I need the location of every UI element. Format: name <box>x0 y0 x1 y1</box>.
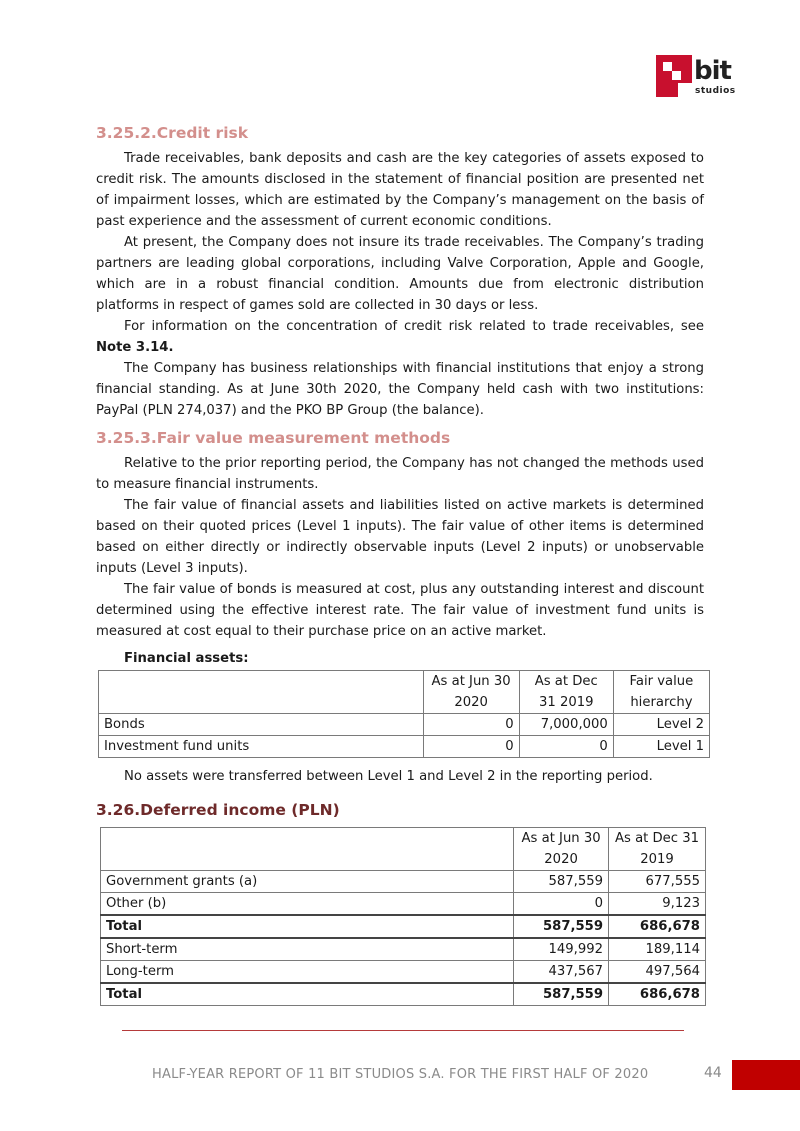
table-header-row <box>99 671 710 714</box>
table-cell: 497,564 <box>609 961 706 984</box>
table-cell: Short-term <box>101 938 514 961</box>
note-reference: Note 3.14. <box>96 340 174 355</box>
fair-value-paragraph-3: The fair value of bonds is measured at cost, plus any outstanding interest and discount determined using the effective interest rate. The fair value of investment fund units is measured at cost equal to their purchase price on an active market. <box>96 582 704 639</box>
table-cell: 0 <box>519 736 613 758</box>
page-number: 44 <box>704 1065 722 1081</box>
fair-value-heading: 3.25.3.Fair value measurement methods <box>96 429 451 447</box>
table-total-row <box>101 915 706 938</box>
table-header-cell: As at Dec 31 2019 <box>519 671 613 714</box>
table-cell: 587,559 <box>514 915 609 938</box>
table-cell: 686,678 <box>609 983 706 1006</box>
table-cell: Total <box>101 915 514 938</box>
deferred-income-heading: 3.26.Deferred income (PLN) <box>96 801 340 819</box>
table-header-cell: As at Jun 30 2020 <box>423 671 519 714</box>
table-row <box>101 871 706 893</box>
table-cell: 587,559 <box>514 871 609 893</box>
table-cell: Level 1 <box>613 736 709 758</box>
page-accent-block <box>732 1060 800 1090</box>
financial-assets-caption: Financial assets: <box>124 651 249 666</box>
table-cell: 677,555 <box>609 871 706 893</box>
deferred-income-table <box>100 827 706 1006</box>
note-text: For information on the concentration of credit risk related to trade receivables, see <box>124 319 704 334</box>
table-cell: Other (b) <box>101 893 514 916</box>
table-row <box>101 893 706 916</box>
table-cell: 7,000,000 <box>519 714 613 736</box>
table-cell: 686,678 <box>609 915 706 938</box>
credit-risk-paragraph-1: Trade receivables, bank deposits and cash are the key categories of assets exposed to credit risk. The amounts disclosed in the statement of financial position are presented net of impairment losses, which are estimated by the Company’s management on the basis of past experience and the assessment of current economic conditions. <box>96 151 704 229</box>
table-cell: Level 2 <box>613 714 709 736</box>
table-row <box>99 714 710 736</box>
logo-text: bit <box>694 56 731 86</box>
table-header-cell <box>101 828 514 871</box>
table-total-row <box>101 983 706 1006</box>
table-row <box>99 736 710 758</box>
table-cell: 0 <box>423 714 519 736</box>
table-cell: Government grants (a) <box>101 871 514 893</box>
table-cell: 149,992 <box>514 938 609 961</box>
table-header-cell <box>99 671 424 714</box>
fair-value-paragraph-2: The fair value of financial assets and liabilities listed on active markets is determined based on their quoted prices (Level 1 inputs). The fair value of other items is determined based on either directly or indirectly observable inputs (Level 2 inputs) or unobservable inputs (Level 3 inputs). <box>96 498 704 576</box>
fair-value-paragraph-1: Relative to the prior reporting period, the Company has not changed the methods used to measure financial instruments. <box>96 456 704 492</box>
table-row <box>101 938 706 961</box>
credit-risk-note-paragraph <box>96 316 704 358</box>
logo-mark-icon <box>656 55 692 97</box>
table-cell: 9,123 <box>609 893 706 916</box>
transfer-note: No assets were transferred between Level 1 and Level 2 in the reporting period. <box>124 769 653 784</box>
company-logo <box>656 55 736 99</box>
financial-assets-table <box>98 670 710 758</box>
footer-divider <box>122 1030 684 1031</box>
table-cell: Bonds <box>99 714 424 736</box>
table-cell: Long-term <box>101 961 514 984</box>
credit-risk-paragraph-2: At present, the Company does not insure its trade receivables. The Company’s trading partners are leading global corporations, including Valve Corporation, Apple and Google, which are in a robust financial condition. Amounts due from electronic distribution platforms in respect of games sold are collected in 30 days or less. <box>96 235 704 313</box>
table-cell: Total <box>101 983 514 1006</box>
table-cell: 189,114 <box>609 938 706 961</box>
logo-subtext: studios <box>695 86 736 96</box>
table-cell: 0 <box>423 736 519 758</box>
table-header-row <box>101 828 706 871</box>
table-header-cell: As at Jun 30 2020 <box>514 828 609 871</box>
credit-risk-heading: 3.25.2.Credit risk <box>96 124 249 142</box>
table-header-cell: As at Dec 31 2019 <box>609 828 706 871</box>
page-content <box>96 122 704 1006</box>
table-header-cell: Fair value hierarchy <box>613 671 709 714</box>
footer-title: HALF-YEAR REPORT OF 11 BIT STUDIOS S.A. FOR THE FIRST HALF OF 2020 <box>152 1067 649 1082</box>
table-row <box>101 961 706 984</box>
table-cell: Investment fund units <box>99 736 424 758</box>
table-cell: 437,567 <box>514 961 609 984</box>
table-cell: 587,559 <box>514 983 609 1006</box>
credit-risk-paragraph-3: The Company has business relationships with financial institutions that enjoy a strong financial standing. As at June 30th 2020, the Company held cash with two institutions: PayPal (PLN 274,037) and the PKO BP Group (the balance). <box>96 361 704 418</box>
table-cell: 0 <box>514 893 609 916</box>
